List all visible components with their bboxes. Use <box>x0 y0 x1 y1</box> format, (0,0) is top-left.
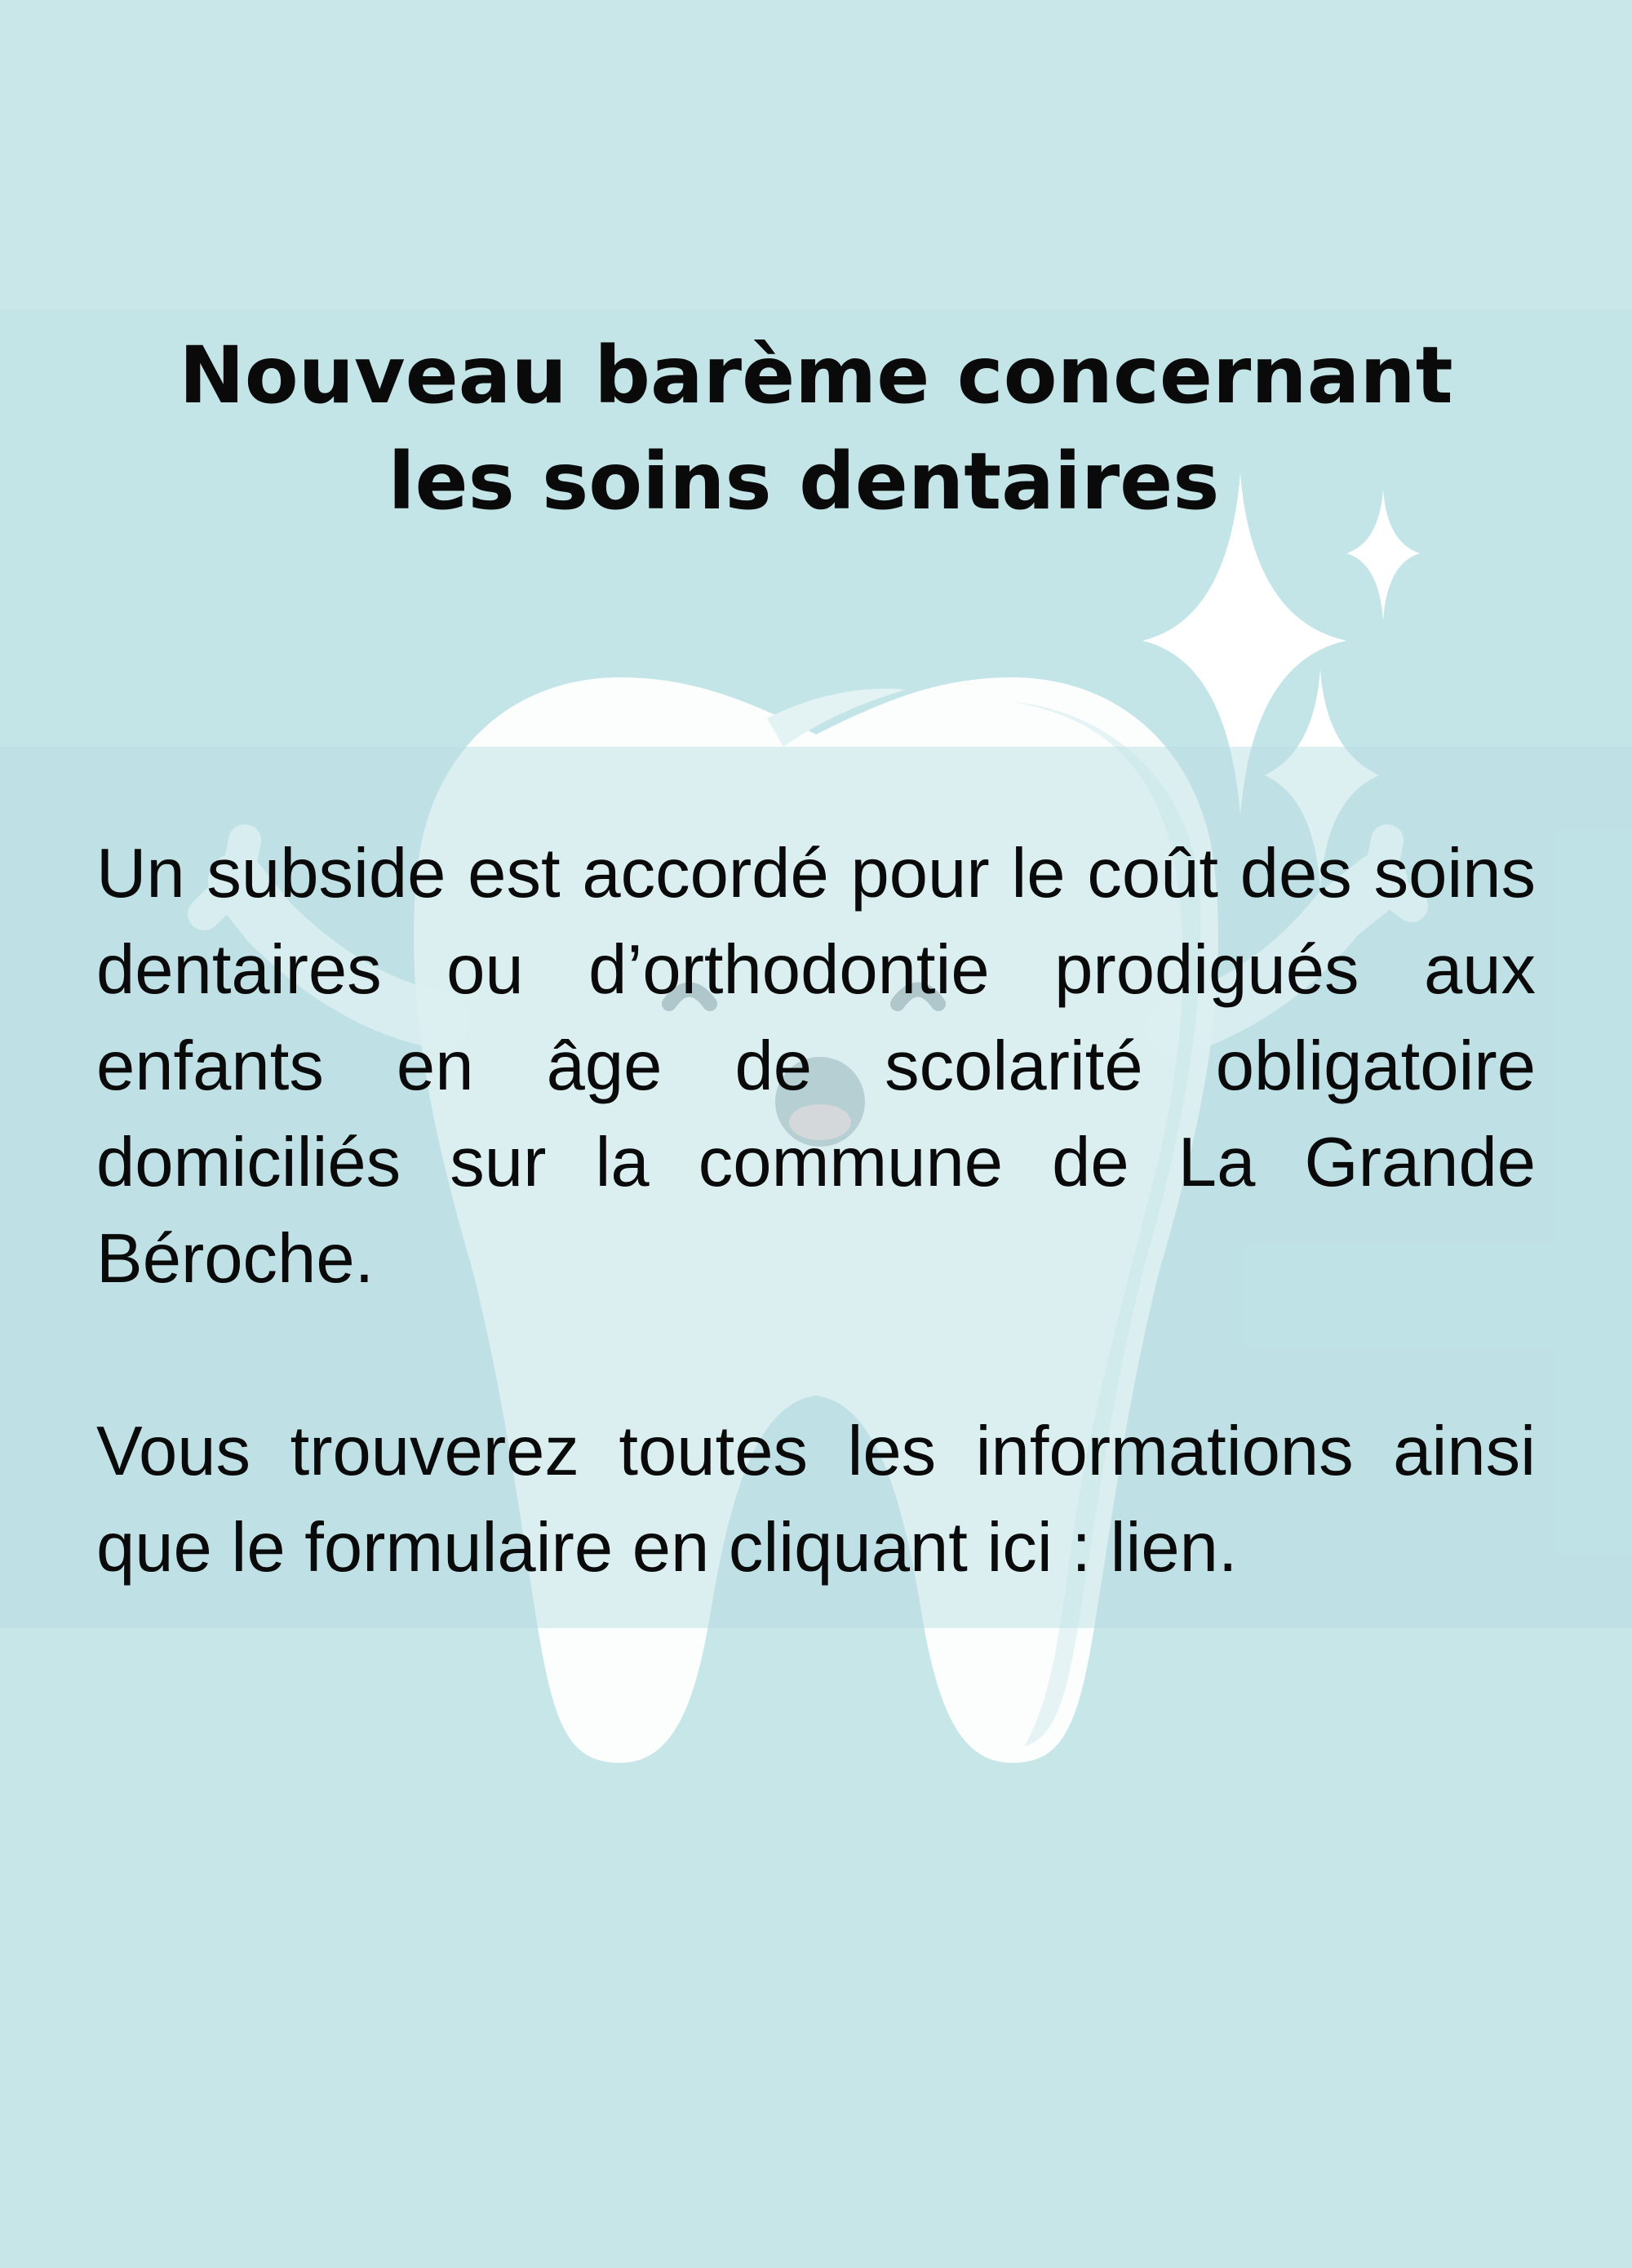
subsidy-paragraph: Un subside est accordé pour le coût des soins dentaires ou d’orthodontie prodigués aux enfants en âge de scolarité obligatoire domiciliés sur la commune de La Grande Béroche. <box>96 835 1536 1298</box>
page-title <box>0 322 1632 535</box>
body-text <box>96 826 1536 1596</box>
information-paragraph: Vous trouverez toutes les informations ainsi que le formulaire en cliquant ici : lien. <box>96 1413 1536 1587</box>
title-line-2: les soins dentaires <box>388 436 1220 527</box>
title-line-1: Nouveau barème concernant <box>179 330 1453 421</box>
